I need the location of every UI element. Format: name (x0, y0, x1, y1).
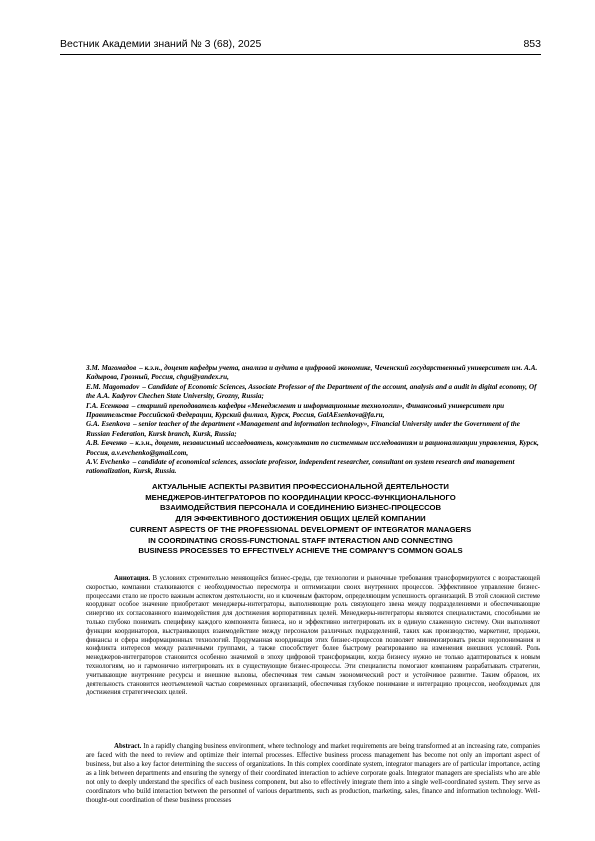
abstract-ru-label: Аннотация. (114, 575, 151, 582)
author-entry (86, 458, 540, 477)
header-rule (60, 54, 541, 55)
abstract-en-label: Abstract. (114, 743, 142, 750)
title-ru-line: МЕНЕДЖЕРОВ-ИНТЕГРАТОРОВ ПО КООРДИНАЦИИ КРОСС-ФУНКЦИОНАЛЬНОГО (145, 492, 456, 502)
author-name: А.В. Евченко (86, 439, 127, 448)
running-head (60, 38, 541, 52)
author-description: – Candidate of Economic Sciences, Associate Professor of the Department of the account, analysis and a audit in digital economy, Of the A.A. Kadyrov Chechen State University, Grozny, Russia; (86, 382, 537, 401)
abstract-en-text: In a rapidly changing business environment, where technology and market requirements are being transformed at an increasing rate, companies are faced with the need to review and optimize their internal processes. Effective business process management has become not only an important aspect of business, but also a key factor determining the success of organizations. In this complex coordinate system, integrator managers are of particular importance, acting as a link between departments and ensuring the synergy of their coordinated interaction to achieve corporate goals. Integrator managers are specialists who are able not only to deeply understand the specifics of each business component, but also to effectively integrate them into a single well-coordinated system. They serve as coordinators who build interaction between the personnel of various departments, such as production, marketing, sales, finance and information technology. Well-thought-out coordination of these business processes (86, 743, 540, 804)
abstract-ru (86, 575, 540, 698)
title-en-line: IN COORDINATING CROSS-FUNCTIONAL STAFF INTERACTION AND CONNECTING (148, 535, 453, 545)
author-affiliations (86, 364, 540, 477)
author-description: – к.э.н., доцент, независимый исследователь, консультант по системным исследованиям и рационализации управления, Курск, Россия, a.v.evchenko@gmail.com, (86, 439, 539, 457)
author-description: – candidate of economical sciences, associate professor, independent researcher, consultant on system research and management rationalization, Kursk, Russia. (86, 458, 515, 476)
author-entry (86, 420, 540, 439)
title-en-line: BUSINESS PROCESSES TO EFFECTIVELY ACHIEVE THE COMPANY'S COMMON GOALS (138, 546, 463, 556)
author-name: G.A. Esenkova (86, 420, 131, 429)
author-description: – старший преподаватель кафедры «Менеджмент и информационные технологии», Финансовый университет при Правительстве Российской Федерации, Курский филиал, Курск, Россия, GalAEsenkova@fa.ru, (86, 401, 505, 420)
author-name: E.M. Magomadov (86, 382, 140, 391)
abstract-ru-text: В условиях стремительно меняющейся бизнес-среды, где технологии и рыночные требования трансформируются с возрастающей скоростью, компании сталкиваются с необходимостью пересмотра и оптимизации своих внутренних процессов. Эффективное управление бизнес-процессами стало не просто важным аспектом деятельности, но и ключевым фактором, определяющим успешность организаций. В этой сложной системе координат особое значение приобретают менеджеры-интеграторы, выполняющие роль связующего звена между подразделениями и обеспечивающие синергию их согласованного взаимодействия для достижения корпоративных целей. Менеджеры-интеграторы являются специалистами, способными не только глубоко понимать специфику каждого компонента бизнеса, но и эффективно интегрировать их в единую слаженную систему. Они выполняют функции координаторов, выстраивающих взаимодействие между персоналом различных подразделений, таких как производство, маркетинг, продажи, финансы и сфера информационных технологий. Продуманная координация этих бизнес-процессов позволяет минимизировать риски недопонимания и конфликта интересов между различными группами, а также способствует более быстрому реагированию на изменения внешних условий. Роль менеджеров-интеграторов становится особенно значимой в эпоху цифровой трансформации, когда бизнесу нужно не только адаптироваться к новым технологиям, но и гармонично интегрировать их в существующие бизнес-процессы. Эти специалисты помогают компаниям разрабатывать стратегии, учитывающие внутренние ресурсы и внешние вызовы, обеспечивая тем самым экономический рост и устойчивое развитие. Таким образом, их деятельность становится неотъемлемой частью современных организаций, обеспечивая глубокое понимание и интеграцию процессов, необходимых для достижения стратегических целей. (86, 575, 540, 697)
author-name: A.V. Evchenko (86, 458, 130, 467)
title-ru-line: ВЗАИМОДЕЙСТВИЯ ПЕРСОНАЛА И СОЕДИНЕНИЮ БИЗНЕС-ПРОЦЕССОВ (159, 503, 442, 513)
article-titles (60, 482, 541, 557)
journal-title: Вестник Академии знаний № 3 (68), 2025 (60, 38, 262, 50)
author-entry (86, 383, 540, 402)
title-ru-line: АКТУАЛЬНЫЕ АСПЕКТЫ РАЗВИТИЯ ПРОФЕССИОНАЛЬНОЙ ДЕЯТЕЛЬНОСТИ (152, 482, 449, 491)
page-number: 853 (523, 38, 541, 50)
title-ru-line: ДЛЯ ЭФФЕКТИВНОГО ДОСТИЖЕНИЯ ОБЩИХ ЦЕЛЕЙ КОМПАНИИ (175, 514, 426, 524)
abstract-en (86, 742, 540, 805)
author-name: З.М. Магомадов (86, 364, 137, 372)
author-name: Г.А. Есенкова (86, 401, 129, 410)
author-entry (86, 439, 540, 458)
author-description: – к.э.н., доцент кафедры учета, анализа и аудита в цифровой экономике, Чеченский государственный университет им. А.А. Кадырова, Грозный, Россия, chgu@yandex.ru, (86, 364, 538, 382)
title-en-line: CURRENT ASPECTS OF THE PROFESSIONAL DEVELOPMENT OF INTEGRATOR MANAGERS (129, 524, 472, 534)
author-entry (86, 402, 540, 421)
author-entry (86, 364, 540, 383)
author-description: – senior teacher of the department «Management and information technology», Financial University under the Government of the Russian Federation, Kursk branch, Kursk, Russia; (86, 420, 520, 438)
